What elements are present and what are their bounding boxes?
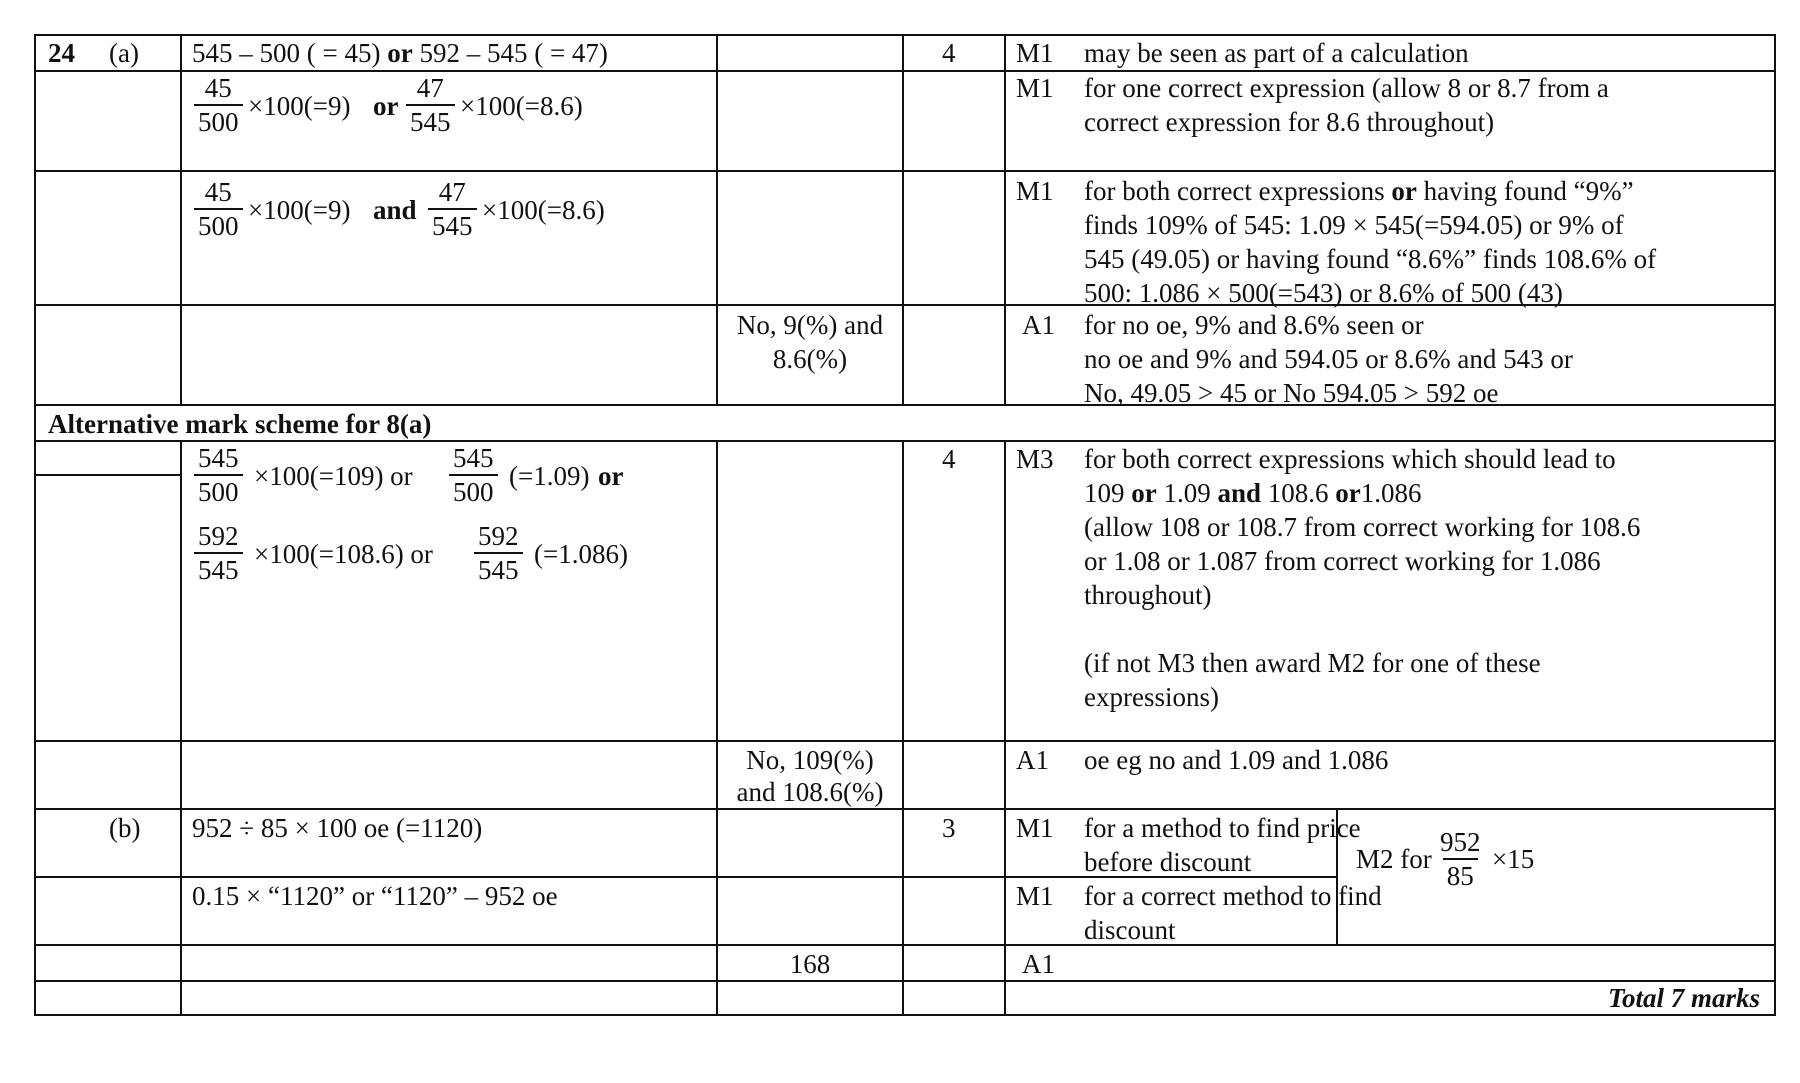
guidance-note: finds 109% of 545: 1.09 × 545(=594.05) or 9% of [1084, 210, 1624, 240]
answer-text: and 108.6(%) [736, 777, 884, 807]
guidance-note: for both correct expressions which should lead to [1084, 444, 1616, 474]
fraction: $\frac{45}{500}$ [194, 72, 243, 138]
guidance-note: or 1.08 or 1.087 from correct working for 1.086 [1084, 546, 1601, 576]
rule [34, 404, 1776, 406]
guidance-note: for a method to find price [1084, 813, 1361, 843]
total-marks: Total 7 marks [1607, 983, 1760, 1013]
guidance-note: before discount [1084, 847, 1252, 877]
rule [1004, 440, 1006, 1016]
guidance-note: discount [1084, 915, 1176, 945]
answer-text: 8.6(%) [772, 344, 848, 374]
guidance-note: No, 49.05 > 45 or No 594.05 > 592 oe [1084, 378, 1499, 408]
mark-code: M1 [1016, 813, 1054, 843]
expression-text: (=1.086) [534, 539, 628, 569]
rule [716, 34, 718, 406]
mark-code: M1 [1016, 38, 1054, 68]
expression-text: ×100(=9) [248, 195, 351, 225]
part-label: (b) [109, 813, 141, 843]
rule [34, 474, 180, 476]
part-label: (a) [109, 38, 139, 68]
working-text: 0.15 × “1120” or “1120” – 952 oe [192, 881, 558, 911]
expression-text: ×15 [1492, 844, 1535, 874]
mark-code: M1 [1016, 73, 1054, 103]
rule [716, 440, 718, 1016]
fraction: $\frac{592}{545}$ [194, 520, 243, 586]
expression-text: (=1.09) [509, 461, 590, 491]
mark-code: A1 [1016, 745, 1049, 775]
guidance-note: no oe and 9% and 594.05 or 8.6% and 543 or [1084, 344, 1573, 374]
fraction: $\frac{45}{500}$ [194, 176, 243, 242]
marks-value: 3 [942, 813, 956, 843]
question-number: 24 [48, 38, 75, 68]
guidance-note: correct expression for 8.6 throughout) [1084, 107, 1495, 137]
guidance-note: 500: 1.086 × 500(=543) or 8.6% of 500 (43) [1084, 278, 1563, 308]
guidance-note: expressions) [1084, 682, 1219, 712]
fraction: $\frac{592}{545}$ [474, 520, 523, 586]
guidance-note: oe eg no and 1.09 and 1.086 [1084, 745, 1389, 775]
expression-joiner: and [373, 195, 417, 225]
rule [1774, 34, 1776, 1016]
rule [180, 440, 182, 1016]
guidance-note: 545 (49.05) or having found “8.6%” finds 108.6% of [1084, 244, 1657, 274]
guidance-note: throughout) [1084, 580, 1212, 610]
side-note-prefix: M2 for [1356, 844, 1432, 874]
rule [34, 34, 36, 1016]
expression-joiner: or [598, 461, 624, 491]
expression-text: ×100(=109) or [254, 461, 413, 491]
fraction: $\frac{47}{545}$ [428, 176, 477, 242]
fraction: $\frac{545}{500}$ [194, 442, 243, 508]
working-text: 952 ÷ 85 × 100 oe (=1120) [192, 813, 483, 843]
mark-code: A1 [1022, 949, 1055, 979]
guidance-note: (if not M3 then award M2 for one of these [1084, 648, 1541, 678]
rule [1004, 34, 1006, 406]
answer-text: No, 9(%) and [736, 310, 884, 340]
rule [34, 944, 1776, 946]
mark-scheme-table [34, 34, 1776, 1056]
rule [34, 808, 1776, 810]
guidance-note: 109 or 1.09 and 108.6 or1.086 [1084, 478, 1422, 508]
mark-code: M3 [1016, 444, 1054, 474]
expression-joiner: or [373, 91, 399, 121]
guidance-note: for no oe, 9% and 8.6% seen or [1084, 310, 1424, 340]
rule [902, 440, 904, 1016]
rule [180, 34, 182, 406]
expression-text: ×100(=8.6) [460, 91, 583, 121]
working-text: 545 – 500 ( = 45) or 592 – 545 ( = 47) [192, 38, 608, 68]
rule [34, 980, 1776, 982]
section-heading: Alternative mark scheme for 8(a) [48, 409, 432, 439]
guidance-note: for a correct method to find [1084, 881, 1382, 911]
guidance-note: (allow 108 or 108.7 from correct working for 108.6 [1084, 512, 1641, 542]
marks-value: 4 [942, 38, 956, 68]
rule [34, 1014, 1776, 1016]
guidance-note: for both correct expressions or having found “9%” [1084, 176, 1634, 206]
fraction: $\frac{47}{545}$ [406, 72, 455, 138]
guidance-note: for one correct expression (allow 8 or 8.7 from a [1084, 73, 1609, 103]
mark-code: A1 [1022, 310, 1055, 340]
answer-text: 168 [789, 949, 831, 979]
expression-text: ×100(=8.6) [482, 195, 605, 225]
rule [34, 740, 1776, 742]
expression-text: ×100(=108.6) or [254, 539, 433, 569]
mark-code: M1 [1016, 881, 1054, 911]
fraction: $\frac{952}{85}$ [1440, 827, 1481, 891]
rule [902, 34, 904, 406]
rule [34, 170, 1776, 172]
guidance-note: may be seen as part of a calculation [1084, 38, 1469, 68]
expression-text: ×100(=9) [248, 91, 351, 121]
answer-text: No, 109(%) [746, 745, 874, 775]
fraction: $\frac{545}{500}$ [449, 442, 498, 508]
marks-value: 4 [942, 444, 956, 474]
mark-code: M1 [1016, 176, 1054, 206]
